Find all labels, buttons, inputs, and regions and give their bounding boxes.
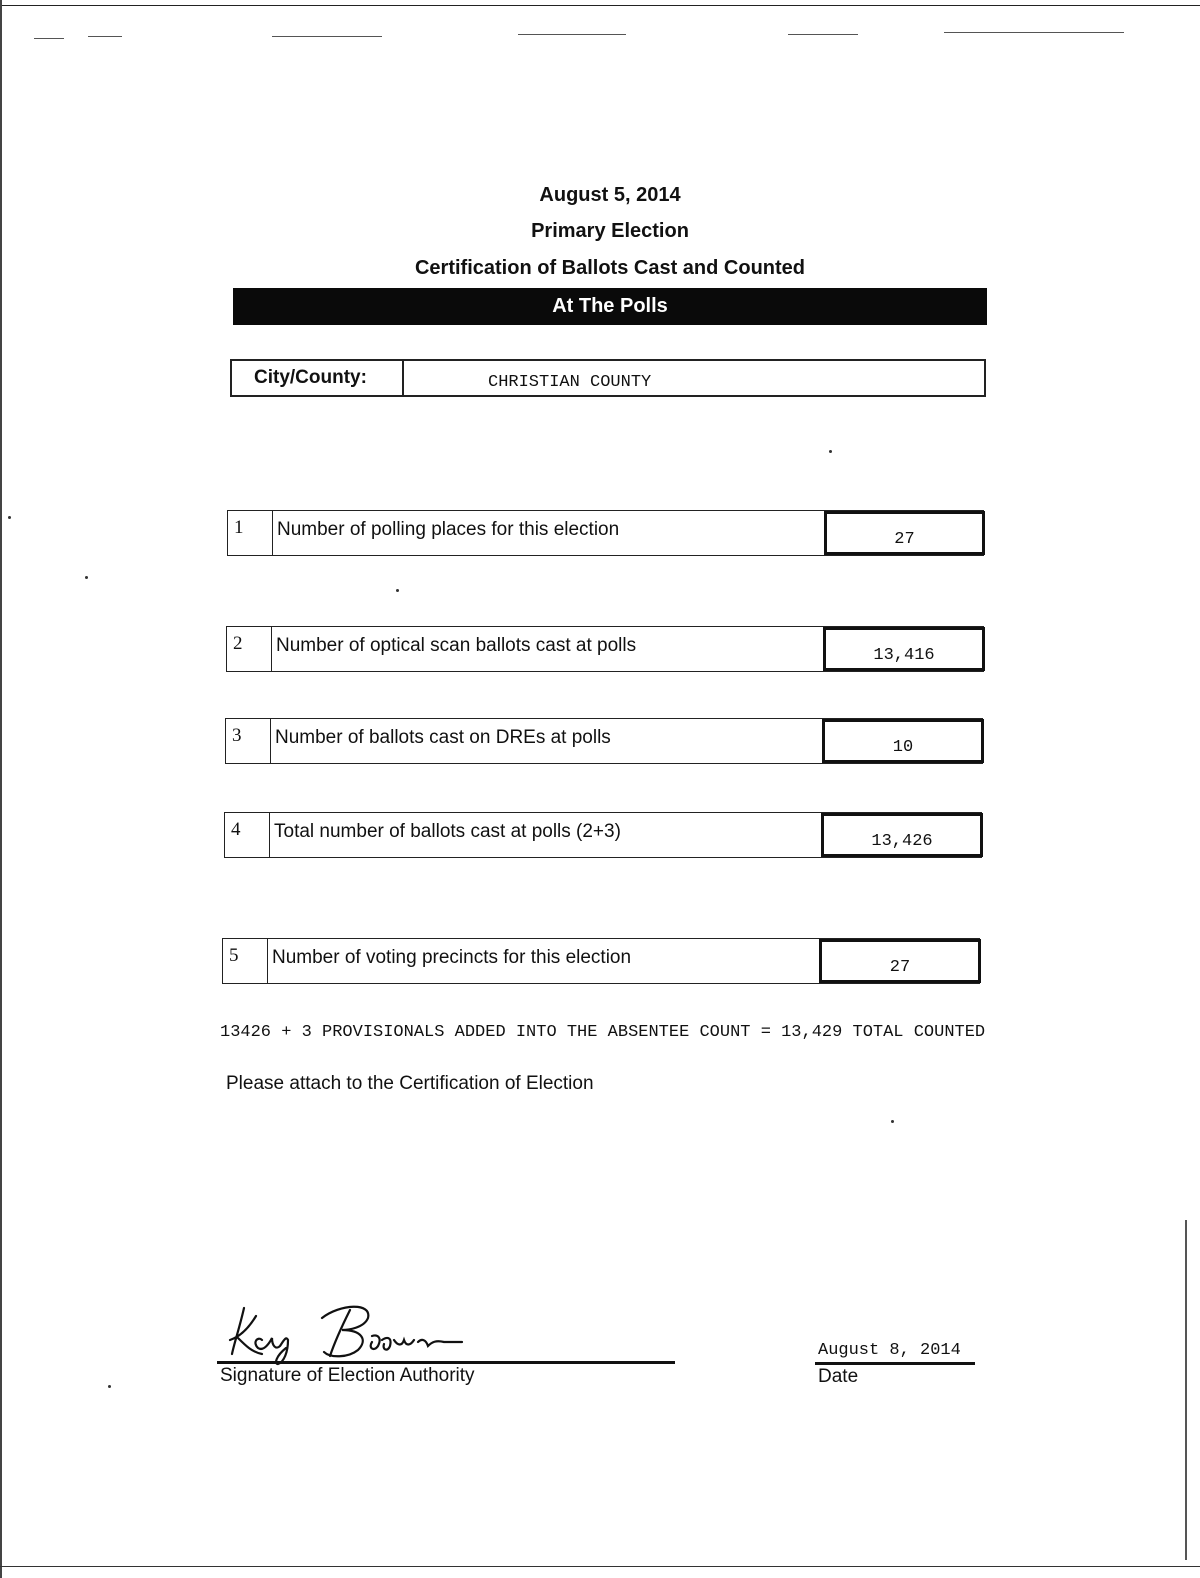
row-value: 10 xyxy=(822,719,984,763)
scan-speck xyxy=(8,516,11,519)
date-label: Date xyxy=(818,1366,859,1387)
scan-artifact xyxy=(788,34,858,35)
attach-instruction: Please attach to the Certification of Election xyxy=(226,1073,594,1094)
row-value: 27 xyxy=(819,939,981,983)
signature-line xyxy=(217,1361,675,1364)
signed-date: August 8, 2014 xyxy=(818,1341,961,1360)
row-label: Number of optical scan ballots cast at polls xyxy=(276,635,637,656)
row-value: 13,416 xyxy=(823,627,985,671)
scan-speck xyxy=(108,1385,111,1388)
row-label: Number of ballots cast on DREs at polls xyxy=(275,727,611,748)
handwritten-signature xyxy=(222,1296,482,1366)
scan-artifact xyxy=(34,38,64,39)
scan-border-top xyxy=(0,5,1200,6)
scan-speck xyxy=(85,576,88,579)
row-label: Total number of ballots cast at polls (2+3) xyxy=(274,821,621,842)
table-row xyxy=(226,626,984,672)
scan-speck xyxy=(829,450,832,453)
row-label: Number of polling places for this election xyxy=(277,519,620,540)
table-row xyxy=(224,812,982,858)
document-title: Certification of Ballots Cast and Counted xyxy=(414,257,806,279)
section-banner: At The Polls xyxy=(233,288,987,325)
row-number: 4 xyxy=(225,813,270,857)
scan-artifact xyxy=(272,36,382,37)
scan-artifact xyxy=(944,32,1124,33)
row-number: 5 xyxy=(223,939,268,983)
table-row xyxy=(227,510,984,556)
row-number: 3 xyxy=(226,719,271,763)
county-field xyxy=(230,359,986,397)
scan-speck xyxy=(396,589,399,592)
scan-artifact xyxy=(88,36,122,37)
provisional-note: 13426 + 3 PROVISIONALS ADDED INTO THE ABSENTEE COUNT = 13,429 TOTAL COUNTED xyxy=(220,1023,986,1042)
scan-border-right xyxy=(1185,1220,1187,1560)
table-row xyxy=(225,718,983,764)
row-number: 2 xyxy=(227,627,272,671)
county-value: CHRISTIAN COUNTY xyxy=(488,373,652,392)
row-value: 27 xyxy=(824,511,985,555)
scan-artifact xyxy=(518,34,626,35)
scan-speck xyxy=(891,1120,894,1123)
election-date: August 5, 2014 xyxy=(539,184,681,206)
election-type: Primary Election xyxy=(531,220,689,242)
scan-border-bottom xyxy=(0,1566,1200,1567)
date-line xyxy=(815,1362,975,1365)
row-label: Number of voting precincts for this election xyxy=(272,947,632,968)
county-label: City/County: xyxy=(232,361,404,395)
row-value: 13,426 xyxy=(821,813,983,857)
signature-label: Signature of Election Authority xyxy=(220,1365,475,1386)
row-number: 1 xyxy=(228,511,273,555)
table-row xyxy=(222,938,980,984)
